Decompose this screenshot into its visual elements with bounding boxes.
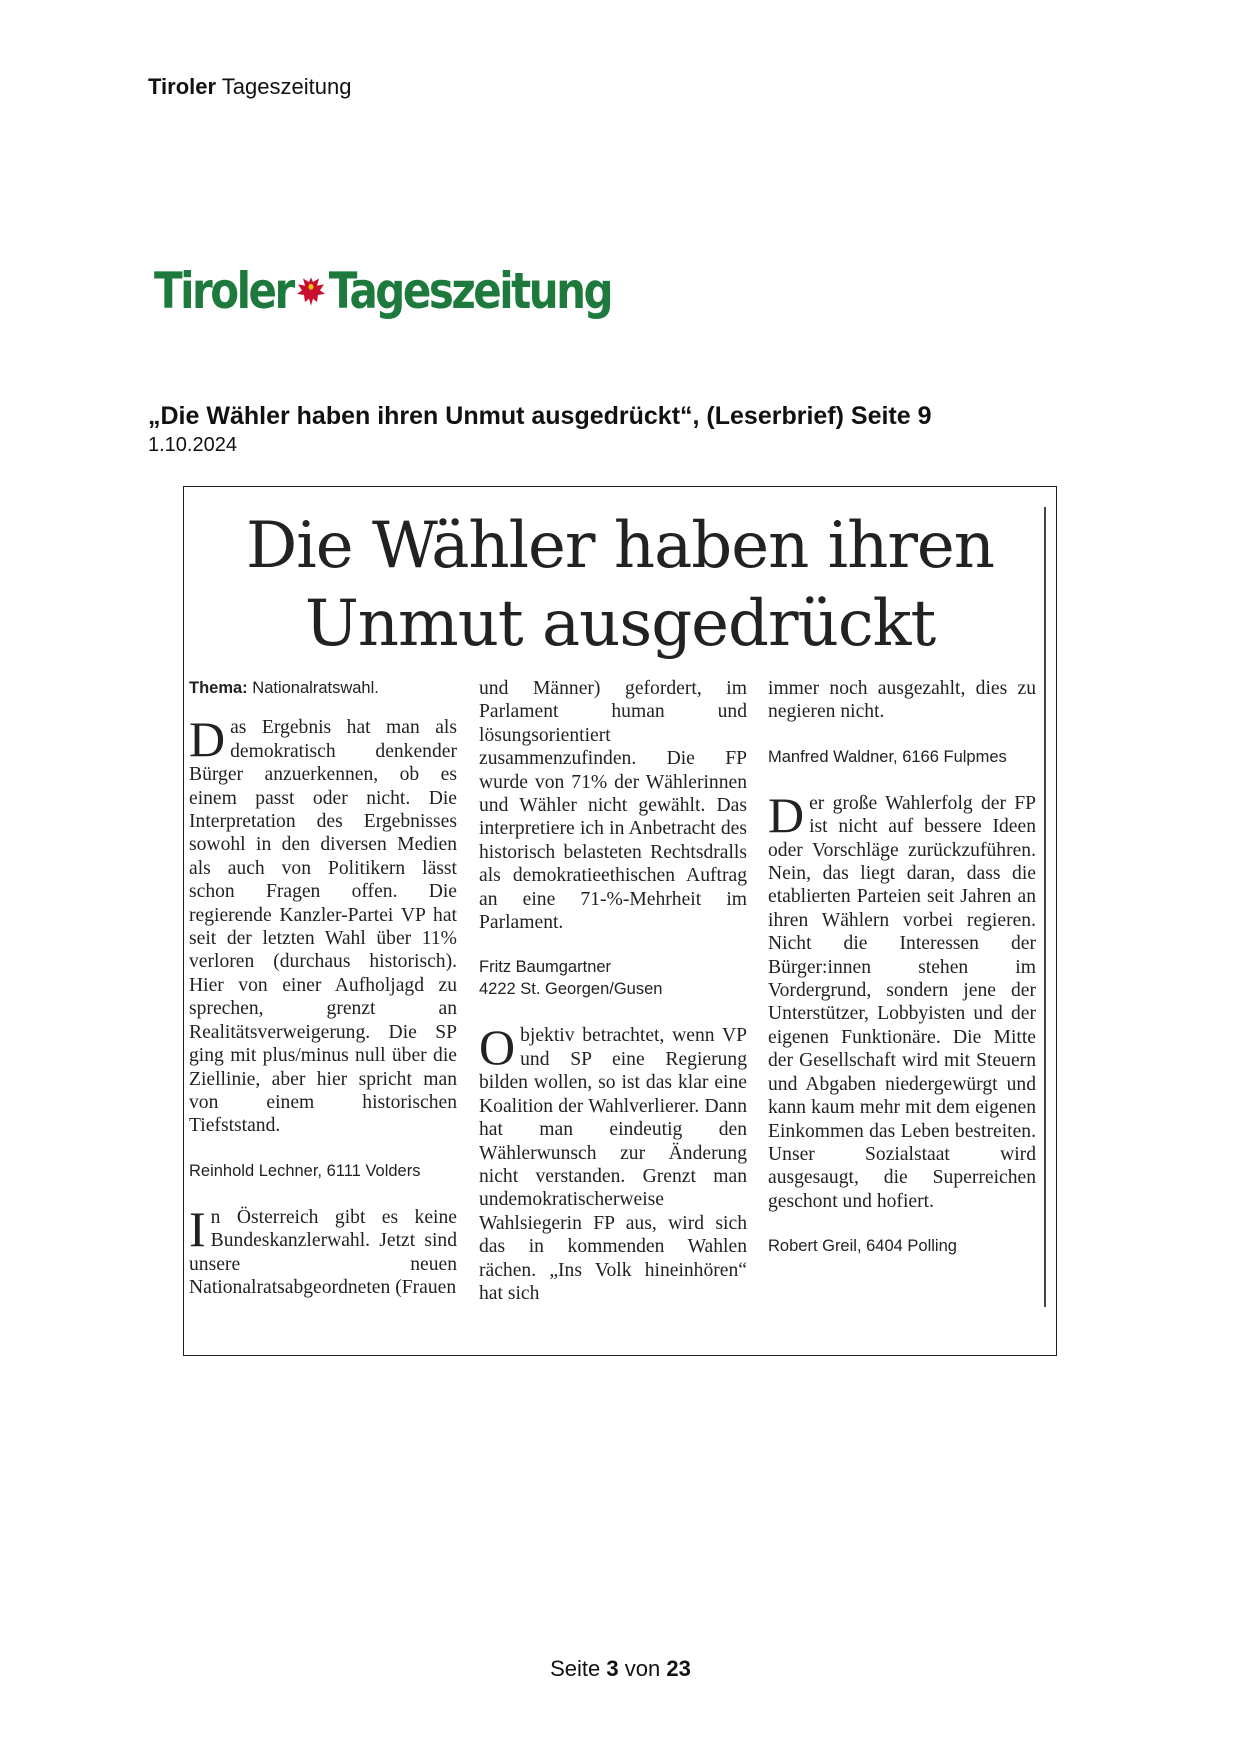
letter-4-signature: Robert Greil, 6404 Polling bbox=[768, 1237, 957, 1256]
dropcap: D bbox=[768, 786, 805, 843]
letter-2-text-part-1: n Österreich gibt es keine Bundeskanzlerwahl. Jetzt sind unsere neuen Nationalratsabgeordneten (Frauen bbox=[189, 1206, 457, 1298]
letter-1 bbox=[189, 711, 457, 1137]
letter-1-text: as Ergebnis hat man als demokratisch denkender Bürger anzuerkennen, ob es einem passt oder nicht. Die Interpretation des Ergebnisses sowohl in den diversen Medien als auch von Politikern lässt schon Fragen offen. Die regierende Kanzler-Partei VP hat seit der letzten Wahl über 11% verloren (durchaus historisch). Hier von einer Aufholjagd zu sprechen, grenzt an Realitätsverweigerung. Die SP ging mit plus/minus null über die Ziellinie, aber hier spricht man von einem historischen Tiefststand. bbox=[189, 717, 457, 1137]
header-brand-rest: Tageszeitung bbox=[221, 74, 352, 99]
page-header bbox=[148, 74, 351, 100]
newspaper-clipping bbox=[183, 486, 1057, 1356]
logo-text-left: Tiroler bbox=[154, 262, 293, 320]
document-date: 1.10.2024 bbox=[148, 434, 237, 456]
letter-2-start bbox=[189, 1200, 457, 1300]
column-2 bbox=[479, 677, 747, 1305]
letter-4 bbox=[768, 786, 1036, 1213]
tyrol-eagle-icon bbox=[295, 272, 327, 310]
letter-4-text: er große Wahlerfolg der FP ist nicht auf bessere Ideen oder Vorschläge zurückzuführen. Nein, das liegt daran, dass die etablierten Parteien seit Jahren an ihren Wählern vorbei regieren. Nicht die Interessen der Bürger:innen stehen im Vordergrund, sondern jene der Unterstützer, Lobbyisten und der eigenen Funktionäre. Die Mitte der Gesellschaft wird mit Steuern und Abgaben niedergewürgt und kann kaum mehr mit dem eigenen Einkommen das Leben bestreiten. Unser Sozialstaat wird ausgesaugt, die Superreichen geschont und hofiert. bbox=[768, 792, 1036, 1212]
letter-3-continued: immer noch ausgezahlt, dies zu negieren nicht. bbox=[768, 678, 1036, 723]
letter-2-signature bbox=[479, 956, 747, 1000]
dropcap: O bbox=[479, 1019, 516, 1076]
header-brand-bold: Tiroler bbox=[148, 74, 217, 99]
headline-line-2: Unmut ausgedrückt bbox=[304, 587, 936, 661]
column-3 bbox=[768, 677, 1036, 1281]
document-title: „Die Wähler haben ihren Unmut ausgedrückt“, (Leserbrief) Seite 9 bbox=[148, 402, 932, 430]
letter-2-signature-place: 4222 St. Georgen/Gusen bbox=[479, 980, 663, 999]
letter-3-text-part-1: bjektiv betrachtet, wenn VP und SP eine Regierung bilden wollen, so ist das klar eine Koalition der Wahlverlierer. Dann hat man eindeutig den Wählerwunsch zur Änderung nicht verstanden. Grenzt man undemokratischerweise Wahlsiegerin FP aus, wird sich das in kommenden Wahlen rächen. „Ins Volk hineinhören“ hat sich bbox=[479, 1025, 747, 1304]
thema-label: Thema: bbox=[189, 679, 248, 697]
thema-value: Nationalratswahl. bbox=[252, 679, 379, 697]
letter-2-continued: und Männer) gefordert, im Parlament human und lösungsorientiert zusammenzufinden. Die FP wurde von 71% der Wählerinnen und Wähler nicht gewählt. Das interpretiere ich in Anbetracht des historisch belasteten Rechtsdralls als demokratieethischen Auftrag an eine 71-%-Mehrheit im Parlament. bbox=[479, 678, 747, 934]
letter-3-start bbox=[479, 1019, 747, 1305]
clipping-headline bbox=[184, 507, 1056, 663]
letter-2-signature-name: Fritz Baumgartner bbox=[479, 958, 612, 977]
letter-1-signature: Reinhold Lechner, 6111 Volders bbox=[189, 1161, 421, 1180]
footer-middle: von bbox=[624, 1656, 661, 1681]
column-1 bbox=[189, 677, 457, 1299]
dropcap: I bbox=[189, 1200, 206, 1257]
letter-3-signature: Manfred Waldner, 6166 Fulpmes bbox=[768, 747, 1007, 766]
footer-current-page: 3 bbox=[606, 1656, 619, 1681]
logo-text-right: Tageszeitung bbox=[328, 262, 612, 320]
dropcap: D bbox=[189, 711, 226, 768]
footer-prefix: Seite bbox=[550, 1656, 601, 1681]
page-footer bbox=[0, 1656, 1241, 1682]
footer-total-pages: 23 bbox=[666, 1656, 691, 1681]
thema-line bbox=[189, 677, 457, 700]
newspaper-logo bbox=[154, 262, 611, 320]
headline-line-1: Die Wähler haben ihren bbox=[245, 509, 995, 583]
